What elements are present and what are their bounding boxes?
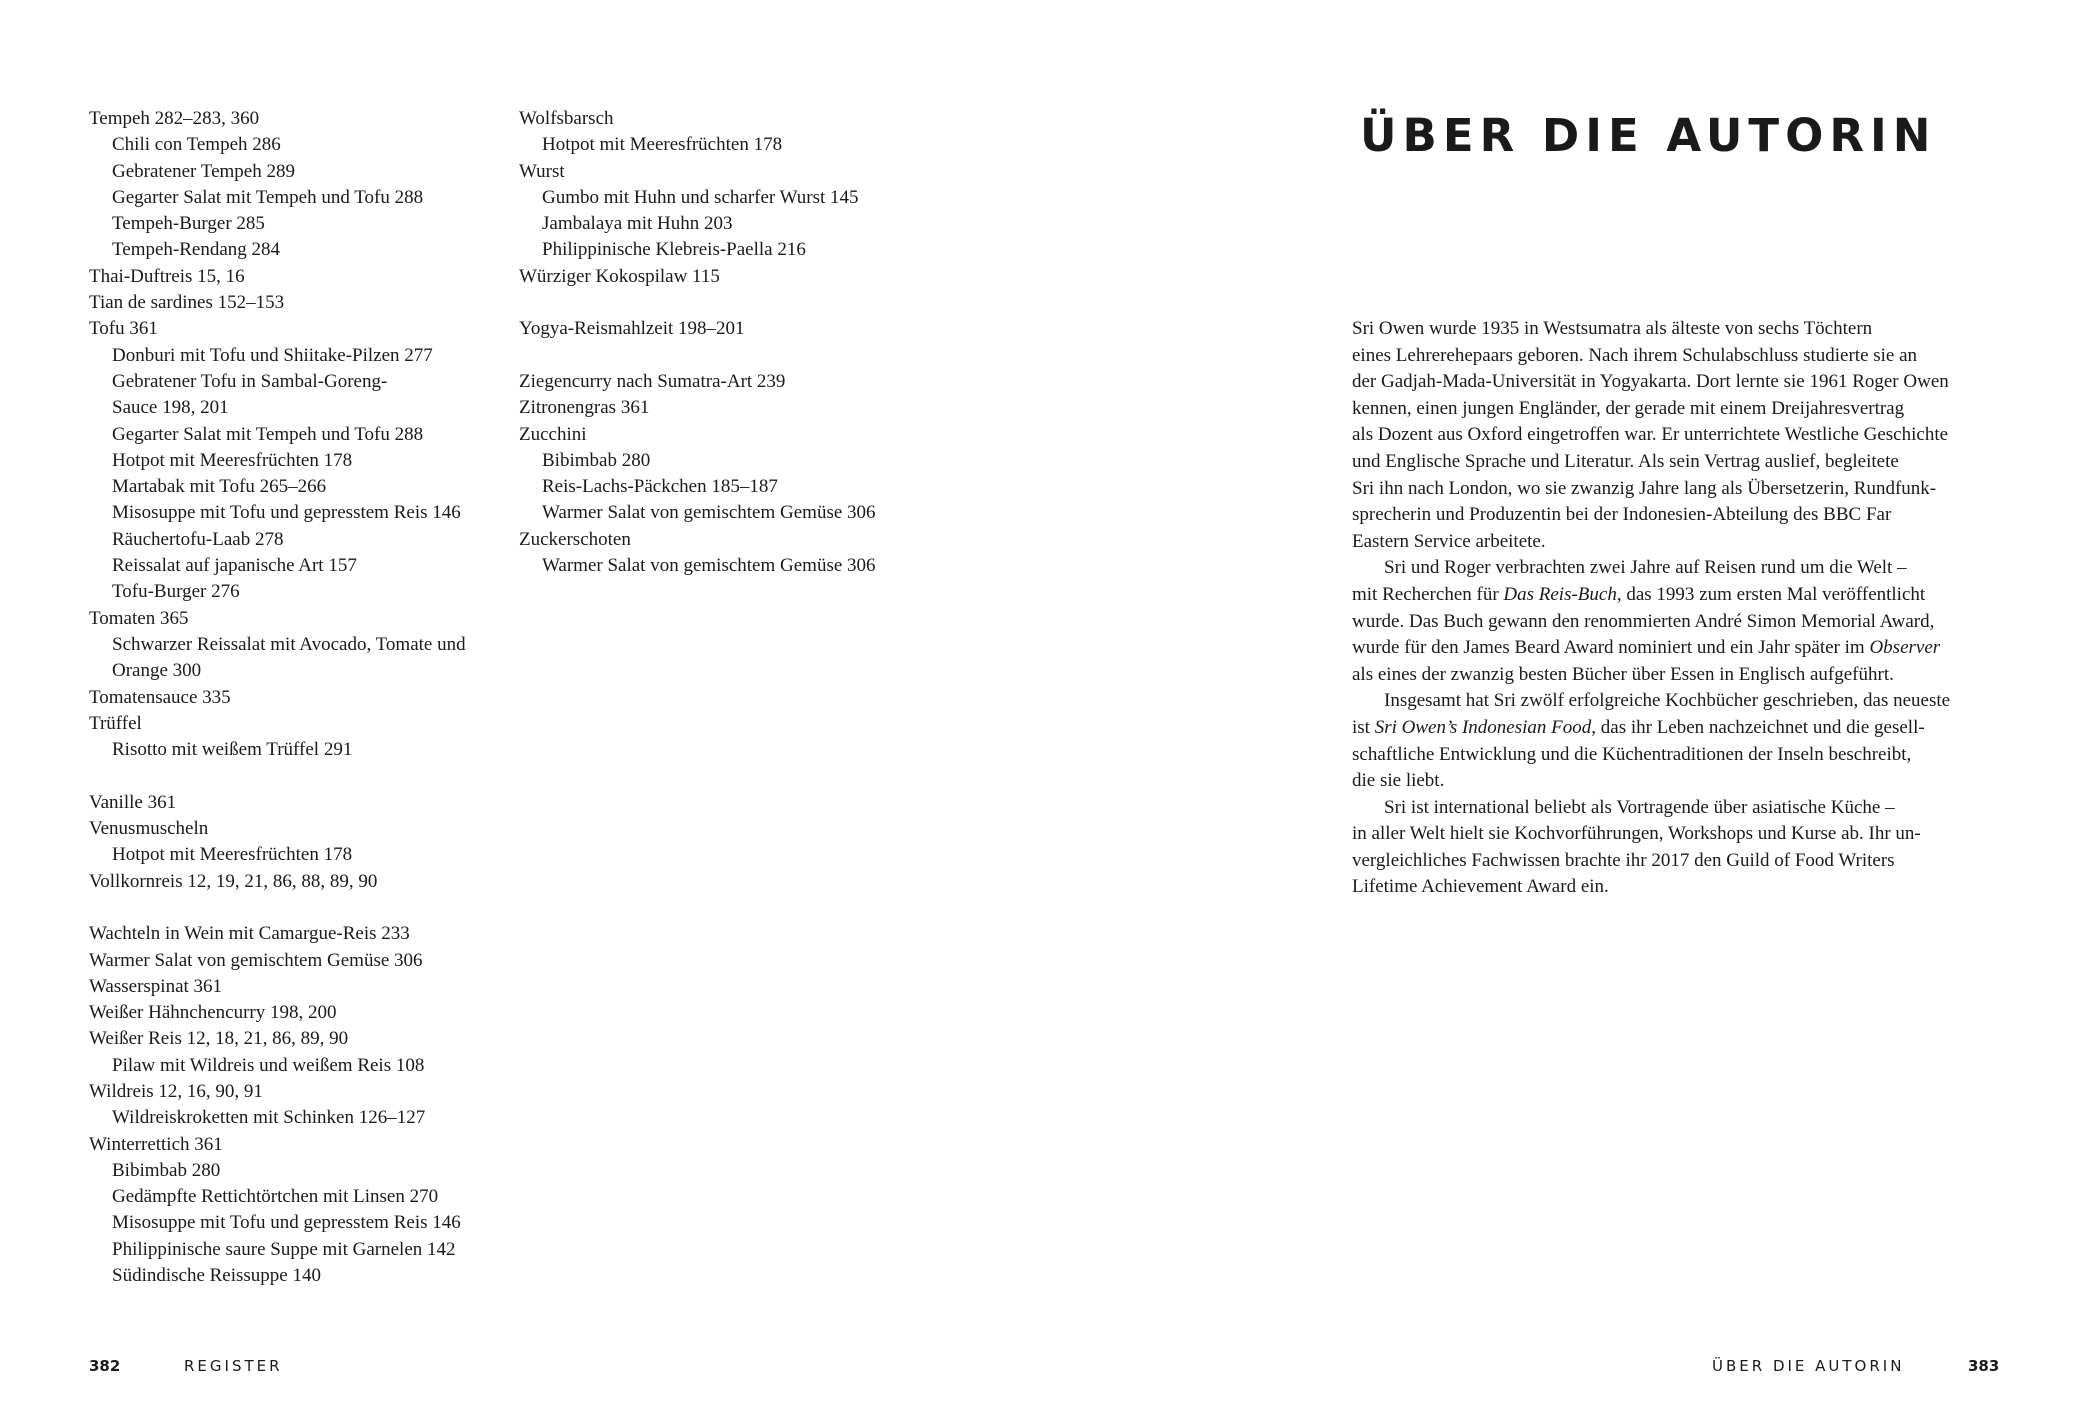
bio-line (1352, 555, 2012, 582)
bio-line (1352, 635, 2012, 662)
index-entry: Würziger Kokospilaw 115 (519, 265, 720, 287)
index-subentry: Martabak mit Tofu 265–266 (112, 476, 327, 498)
index-subentry: Misosuppe mit Tofu und gepresstem Reis 146 (112, 502, 461, 524)
bio-text: kennen, einen jungen Engländer, der gerade mit einem Dreijahresvertrag (1352, 397, 1905, 419)
author-bio (1352, 316, 2012, 901)
index-entry: Winterrettich 361 (89, 1133, 223, 1155)
bio-line (1352, 502, 2012, 529)
index-subentry: Pilaw mit Wildreis und weißem Reis 108 (112, 1054, 425, 1076)
bio-line (1352, 343, 2012, 370)
bio-line (1352, 848, 2012, 875)
index-subentry: Tofu-Burger 276 (112, 581, 240, 603)
bio-text: Sri und Roger verbrachten zwei Jahre auf Reisen rund um die Welt – (1384, 557, 1907, 579)
index-subentry: Hotpot mit Meeresfrüchten 178 (112, 449, 353, 471)
index-entry: Wasserspinat 361 (89, 975, 223, 997)
running-head-left: REGISTER (184, 1357, 283, 1375)
index-entry: Thai-Duftreis 15, 16 (89, 265, 245, 287)
index-subentry: Südindische Reissuppe 140 (112, 1265, 321, 1287)
bio-text: wurde. Das Buch gewann den renommierten André Simon Memorial Award, (1352, 610, 1935, 632)
bio-text: Sri Owen wurde 1935 in Westsumatra als älteste von sechs Töchtern (1352, 318, 1873, 339)
index-subentry: Hotpot mit Meeresfrüchten 178 (542, 134, 783, 156)
running-head-right: ÜBER DIE AUTORIN (1712, 1357, 1905, 1375)
bio-text: vergleichliches Fachwissen brachte ihr 2017 den Guild of Food Writers (1352, 849, 1895, 871)
bio-line (1352, 316, 2012, 343)
index-entry: Vanille 361 (89, 791, 177, 813)
index-entry: Zucchini (519, 423, 587, 445)
index-subentry: Gedämpfte Rettichtörtchen mit Linsen 270 (112, 1186, 439, 1208)
index-subentry: Schwarzer Reissalat mit Avocado, Tomate und (112, 633, 466, 655)
bio-line (1352, 476, 2012, 503)
index-subentry: Bibimbab 280 (542, 449, 651, 471)
bio-line (1352, 821, 2012, 848)
index-column-left (89, 106, 489, 1289)
index-entry: Ziegencurry nach Sumatra-Art 239 (519, 370, 786, 392)
index-entry: Warmer Salat von gemischtem Gemüse 306 (89, 949, 423, 971)
bio-line (1352, 688, 2012, 715)
index-subentry: Gebratener Tofu in Sambal-Goreng- (112, 370, 388, 392)
index-entry: Wolfsbarsch (519, 108, 614, 129)
book-title: Das Reis-Buch (1503, 583, 1617, 605)
index-subentry: Tempeh-Rendang 284 (112, 239, 281, 261)
bio-line (1352, 662, 2012, 689)
index-entry: Weißer Hähnchencurry 198, 200 (89, 1002, 337, 1024)
index-subentry: Chili con Tempeh 286 (112, 134, 281, 156)
bio-text: Eastern Service arbeitete. (1352, 530, 1546, 552)
bio-text: , das 1993 zum ersten Mal veröffentlicht (1616, 583, 1926, 605)
index-entry: Trüffel (89, 712, 142, 734)
bio-line (1352, 396, 2012, 423)
index-subentry: Warmer Salat von gemischtem Gemüse 306 (542, 555, 876, 577)
index-entry: Vollkornreis 12, 19, 21, 86, 88, 89, 90 (89, 870, 378, 892)
index-entry: Zitronengras 361 (519, 397, 650, 419)
index-subentry: Reissalat auf japanische Art 157 (112, 555, 357, 577)
index-entry: Weißer Reis 12, 18, 21, 86, 89, 90 (89, 1028, 349, 1050)
index-entry: Tofu 361 (89, 318, 158, 340)
index-subentry: Bibimbab 280 (112, 1159, 221, 1181)
bio-line (1352, 529, 2012, 556)
bio-text: als Dozent aus Oxford eingetroffen war. Er unterrichtete Westliche Geschichte (1352, 424, 1949, 446)
bio-text: wurde für den James Beard Award nominiert und ein Jahr später im (1352, 637, 1870, 659)
book-title: Sri Owen’s Indonesian Food (1374, 716, 1592, 738)
index-entry: Tomaten 365 (89, 607, 189, 629)
bio-text: Sri ist international beliebt als Vortragende über asiatische Küche – (1384, 796, 1895, 818)
index-spacer (519, 343, 939, 369)
index-subentry: Räuchertofu-Laab 278 (112, 528, 284, 550)
index-entry: Tian de sardines 152–153 (89, 292, 285, 314)
bio-line (1352, 609, 2012, 636)
page-number-right: 383 (1968, 1357, 2000, 1375)
index-column-right (519, 106, 939, 579)
index-subentry: Warmer Salat von gemischtem Gemüse 306 (542, 502, 876, 524)
bio-line (1352, 742, 2012, 769)
book-title: Observer (1869, 637, 1941, 659)
index-subentry: Tempeh-Burger 285 (112, 213, 265, 235)
bio-text: mit Recherchen für (1352, 583, 1504, 605)
bio-line (1352, 795, 2012, 822)
index-subentry: Hotpot mit Meeresfrüchten 178 (112, 844, 353, 866)
bio-text: , das ihr Leben nachzeichnet und die gesell- (1591, 716, 1925, 738)
index-entry: Tempeh 282–283, 360 (89, 108, 260, 129)
bio-text: Lifetime Achievement Award ein. (1352, 876, 1609, 898)
bio-line (1352, 369, 2012, 396)
index-entry: Tomatensauce 335 (89, 686, 231, 708)
bio-text: sprecherin und Produzentin bei der Indonesien-Abteilung des BBC Far (1352, 504, 1892, 526)
bio-line (1352, 449, 2012, 476)
index-entry: Wurst (519, 160, 565, 182)
bio-line (1352, 715, 2012, 742)
index-subentry: Philippinische saure Suppe mit Garnelen 142 (112, 1238, 456, 1260)
index-spacer (89, 763, 489, 789)
bio-text: als eines der zwanzig besten Bücher über Essen in Englisch aufgeführt. (1352, 663, 1894, 685)
index-subentry: Misosuppe mit Tofu und gepresstem Reis 146 (112, 1212, 461, 1234)
bio-text: schaftliche Entwicklung und die Küchentraditionen der Inseln beschreibt, (1352, 743, 1912, 765)
bio-text: und Englische Sprache und Literatur. Als sein Vertrag auslief, begleitete (1352, 450, 1899, 472)
index-spacer (89, 895, 489, 921)
bio-line (1352, 874, 2012, 901)
bio-text: Insgesamt hat Sri zwölf erfolgreiche Kochbücher geschrieben, das neueste (1384, 690, 1951, 712)
index-subentry: Jambalaya mit Huhn 203 (542, 213, 733, 235)
page-number-left: 382 (89, 1357, 121, 1375)
bio-line (1352, 582, 2012, 609)
index-entry: Wildreis 12, 16, 90, 91 (89, 1080, 263, 1102)
index-subentry: Risotto mit weißem Trüffel 291 (112, 739, 353, 761)
index-subentry: Gegarter Salat mit Tempeh und Tofu 288 (112, 423, 424, 445)
index-subentry: Philippinische Klebreis-Paella 216 (542, 239, 806, 261)
index-subentry: Donburi mit Tofu und Shiitake-Pilzen 277 (112, 344, 433, 366)
bio-line (1352, 422, 2012, 449)
index-subentry: Gebratener Tempeh 289 (112, 160, 295, 182)
index-entry: Wachteln in Wein mit Camargue-Reis 233 (89, 923, 410, 945)
index-entry: Zuckerschoten (519, 528, 631, 550)
index-subentry: Gumbo mit Huhn und scharfer Wurst 145 (542, 186, 859, 208)
bio-text: in aller Welt hielt sie Kochvorführungen, Workshops und Kurse ab. Ihr un- (1352, 823, 1921, 845)
bio-text: Sri ihn nach London, wo sie zwanzig Jahre lang als Übersetzerin, Rundfunk- (1352, 477, 1937, 499)
index-entry: Yogya-Reismahlzeit 198–201 (519, 318, 745, 340)
bio-text: die sie liebt. (1352, 770, 1445, 792)
index-subentry: Wildreiskroketten mit Schinken 126–127 (112, 1107, 426, 1129)
index-subentry: Sauce 198, 201 (112, 397, 229, 419)
index-entry: Venusmuscheln (89, 818, 209, 840)
index-spacer (519, 290, 939, 316)
chapter-title: ÜBER DIE AUTORIN (1360, 109, 1937, 162)
index-subentry: Orange 300 (112, 660, 202, 682)
bio-line (1352, 768, 2012, 795)
index-subentry: Gegarter Salat mit Tempeh und Tofu 288 (112, 186, 424, 208)
index-subentry: Reis-Lachs-Päckchen 185–187 (542, 476, 778, 498)
bio-text: der Gadjah-Mada-Universität in Yogyakarta. Dort lernte sie 1961 Roger Owen (1352, 371, 1949, 393)
bio-text: ist (1352, 716, 1375, 738)
bio-text: eines Lehrerehepaars geboren. Nach ihrem Schulabschluss studierte sie an (1352, 344, 1918, 366)
